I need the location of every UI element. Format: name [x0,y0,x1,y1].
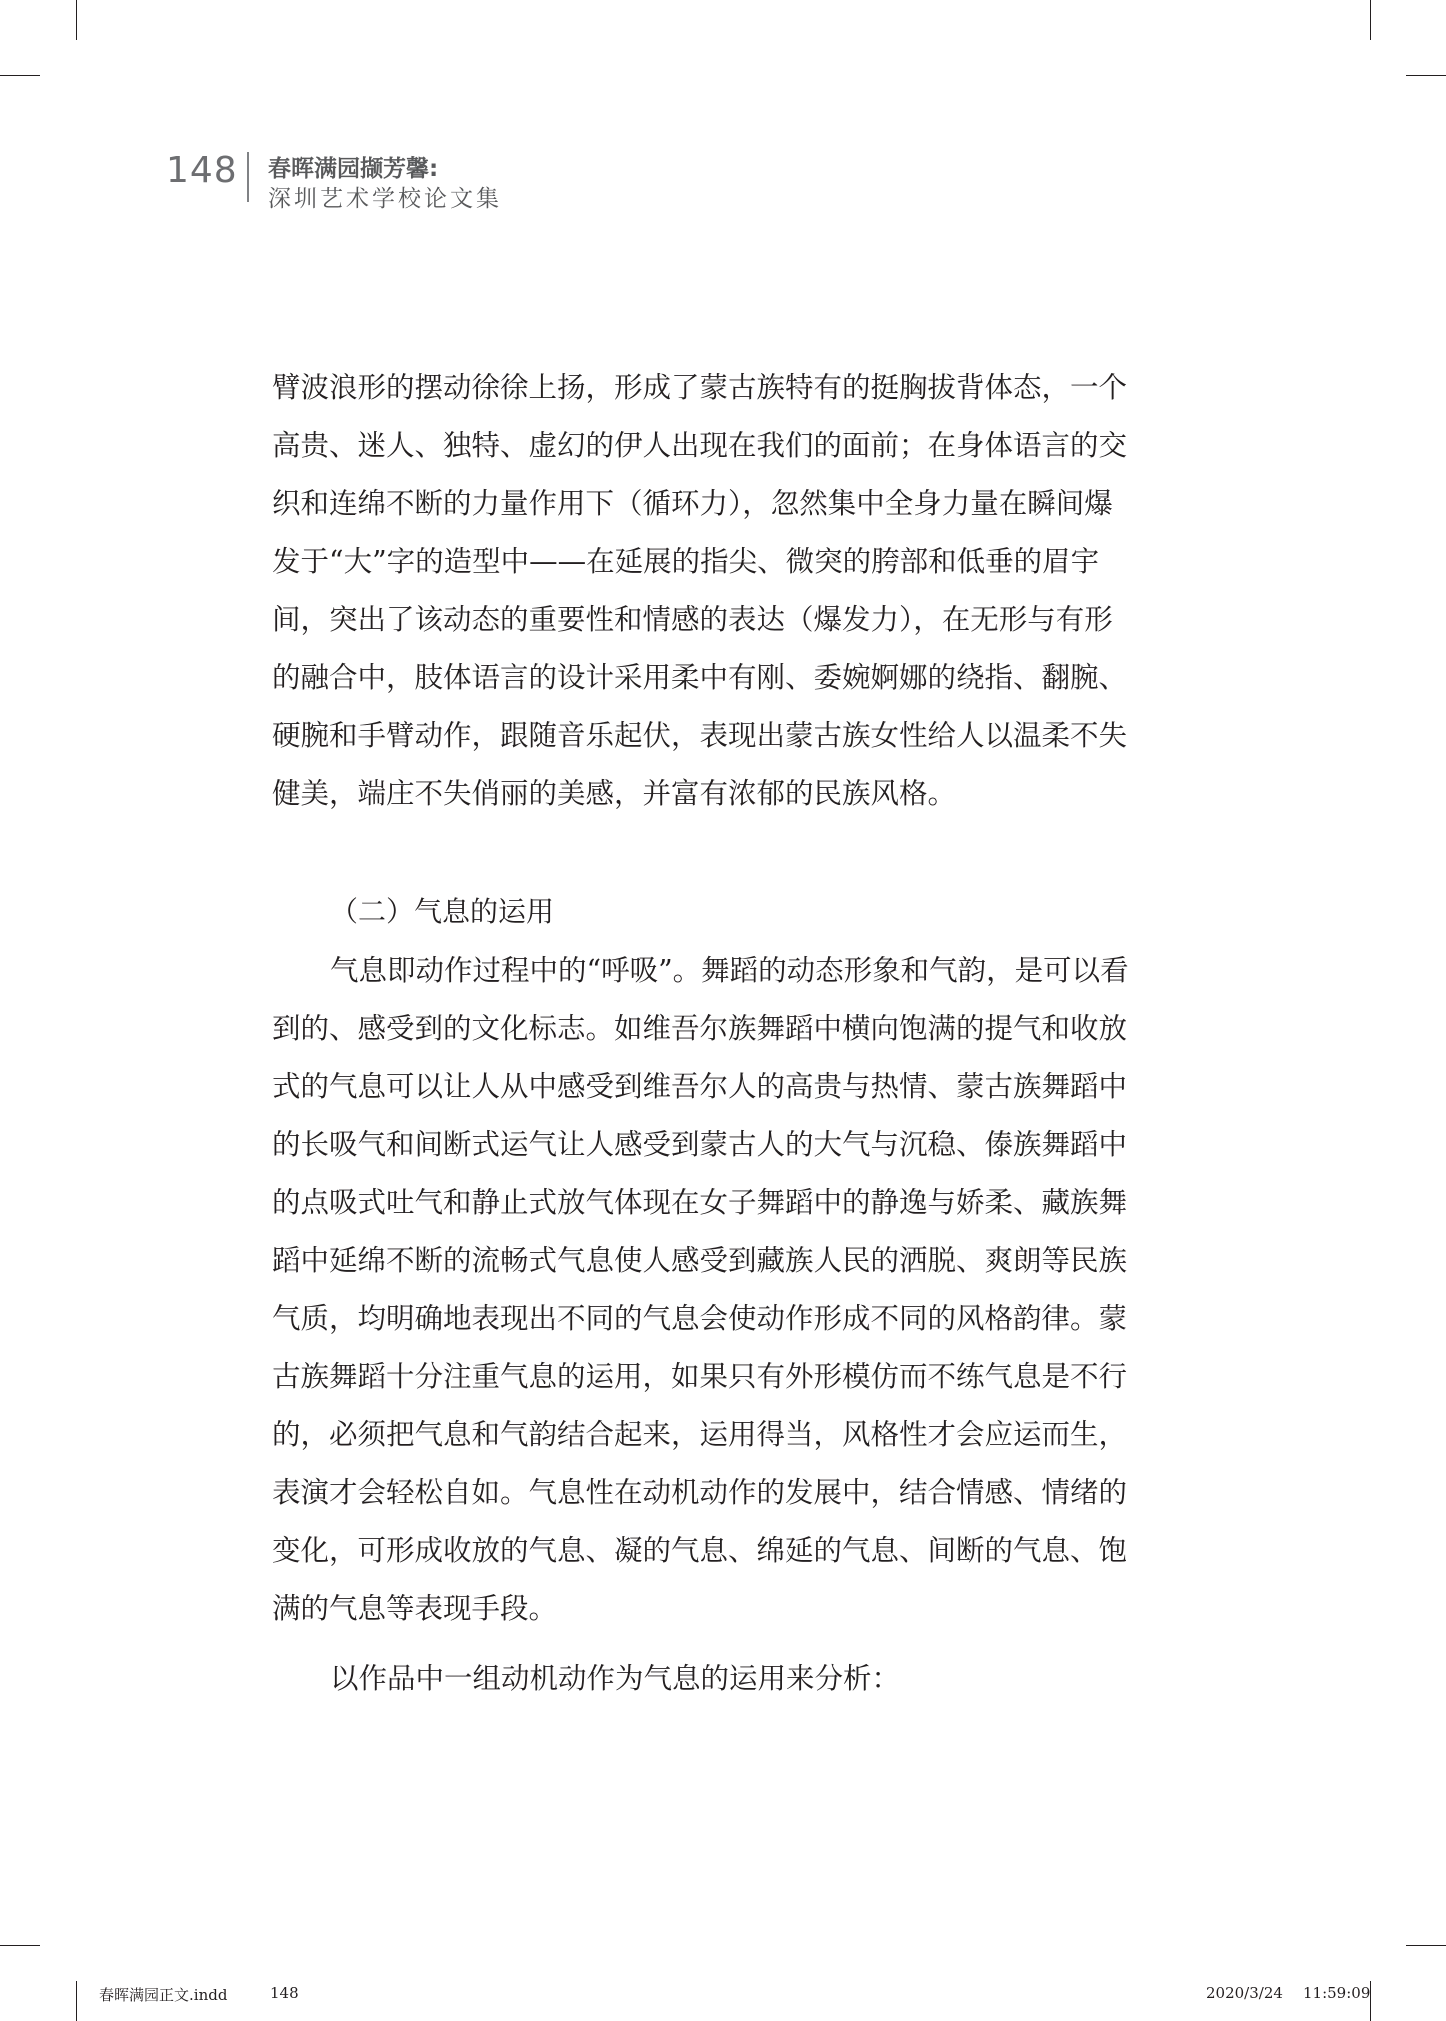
section-heading: （二）气息的运用 [330,895,555,928]
footer-time: 11:59:09 [1303,1984,1371,2002]
crop-mark-top-right-horizontal [1406,75,1446,76]
crop-mark-top-left-vertical [76,0,77,40]
book-subtitle: 深圳艺术学校论文集 [268,186,502,212]
paragraph-3 [272,1650,1138,1708]
book-title: 春晖满园撷芳馨: [268,156,439,182]
crop-mark-top-right-vertical [1370,0,1371,40]
crop-mark-bottom-left-horizontal [0,1945,40,1946]
paragraph-1-text: 臂波浪形的摆动徐徐上扬，形成了蒙古族特有的挺胸拔背体态，一个高贵、迷人、独特、虚幻的伊人出现在我们的面前；在身体语言的交织和连绵不断的力量作用下（循环力），忽然集中全身力量在瞬间爆发于“大”字的造型中——在延展的指尖、微突的胯部和低垂的眉宇间，突出了该动态的重要性和情感的表达（爆发力），在无形与有形的融合中，肢体语言的设计采用柔中有刚、委婉婀娜的绕指、翻腕、硬腕和手臂动作，跟随音乐起伏，表现出蒙古族女性给人以温柔不失健美，端庄不失俏丽的美感，并富有浓郁的民族风格。 [272,371,1128,810]
paragraph-2-text: 气息即动作过程中的“呼吸”。舞蹈的动态形象和气韵，是可以看到的、感受到的文化标志。如维吾尔族舞蹈中横向饱满的提气和收放式的气息可以让人从中感受到维吾尔人的高贵与热情、蒙古族舞蹈中的长吸气和间断式运气让人感受到蒙古人的大气与沉稳、傣族舞蹈中的点吸式吐气和静止式放气体现在女子舞蹈中的静逸与娇柔、藏族舞蹈中延绵不断的流畅式气息使人感受到藏族人民的洒脱、爽朗等民族气质，均明确地表现出不同的气息会使动作形成不同的风格韵律。蒙古族舞蹈十分注重气息的运用，如果只有外形模仿而不练气息是不行的，必须把气息和气韵结合起来，运用得当，风格性才会应运而生，表演才会轻松自如。气息性在动机动作的发展中，结合情感、情绪的变化，可形成收放的气息、凝的气息、绵延的气息、间断的气息、饱满的气息等表现手段。 [272,954,1129,1625]
footer-filename: 春晖满园正文.indd [99,1986,228,2004]
footer-date: 2020/3/24 [1206,1984,1283,2002]
crop-mark-top-left-horizontal [0,75,40,76]
paragraph-3-text: 以作品中一组动机动作为气息的运用来分析： [330,1662,901,1695]
paragraph-1 [272,359,1138,823]
footer-page: 148 [270,1984,299,2002]
crop-mark-bottom-right-horizontal [1406,1945,1446,1946]
page-number: 148 [166,150,238,191]
crop-mark-bottom-left-vertical [76,1981,77,2021]
paragraph-2 [272,942,1138,1638]
header-divider [247,152,249,202]
